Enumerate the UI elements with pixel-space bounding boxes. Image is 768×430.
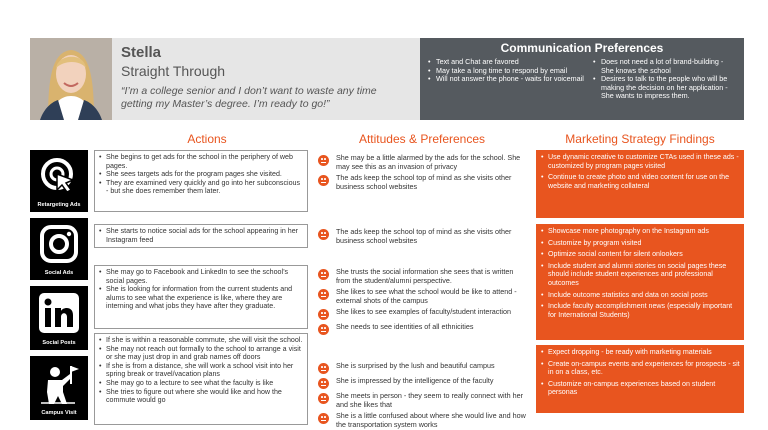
strategy-box-retargeting — [536, 150, 744, 218]
impressed-face-icon — [318, 378, 329, 389]
action-box-retargeting — [94, 150, 308, 212]
concerned-face-icon — [318, 155, 329, 166]
marketing-title: Marketing Strategy Findings — [565, 132, 715, 146]
persona-quote: “I’m a college senior and I don’t want to waste any time getting my Master’s degree. I’m ready to go!” — [121, 85, 377, 110]
action-item: • She begins to get ads for the school in the periphery of web pages. — [98, 153, 304, 170]
action-item: • If she is within a reasonable commute, she will visit the school. — [98, 336, 304, 345]
campus-visit-icon — [37, 362, 81, 406]
retargeting-icon — [39, 156, 79, 196]
linkedin-icon — [38, 292, 80, 334]
action-box-campus-visit — [94, 333, 308, 425]
strategy-item: • Customize by program visited — [540, 239, 740, 248]
instagram-icon — [39, 224, 79, 264]
tile-retargeting-ads — [30, 150, 88, 212]
attitude-text: She is a little confused about where she would live and how the transportation system works — [336, 411, 526, 429]
tile-label: Retargeting Ads — [37, 202, 81, 208]
strategy-item: • Include faculty accomplishment news (especially important for International Students) — [540, 302, 740, 319]
persona-name: Stella — [121, 44, 162, 61]
attitude-text: She likes to see examples of faculty/student interaction — [336, 307, 511, 317]
action-item: • If she is from a distance, she will work a school visit into her spring break or travel/vacation plans — [98, 362, 304, 379]
strategy-box-campus-visit — [536, 345, 744, 413]
persona-panel — [112, 38, 420, 120]
action-box-social-ads — [94, 224, 308, 248]
communication-item: • Does not need a lot of brand-building - She knows the school — [593, 58, 736, 75]
neutral-face-icon — [318, 269, 329, 280]
tile-social-ads — [30, 218, 88, 280]
actions-title: Actions — [187, 132, 227, 146]
attitude-text: She may be a little alarmed by the ads for the school. She may see this as an invasion of privacy — [336, 153, 521, 171]
strategy-item: • Use dynamic creative to customize CTAs used in these ads - customized by program pages visited — [540, 153, 740, 170]
tile-label: Social Ads — [44, 270, 74, 276]
attitudes-social-ads — [318, 228, 526, 248]
strategy-box-social — [536, 224, 744, 340]
avatar — [30, 38, 112, 120]
neutral-face-icon — [318, 324, 329, 335]
tile-label: Campus Visit — [41, 410, 77, 416]
communication-item: • Will not answer the phone - waits for voicemail — [428, 75, 587, 84]
attitude-text: The ads keep the school top of mind as she visits other business school websites — [336, 227, 512, 245]
communication-item: • Text and Chat are favored — [428, 58, 587, 67]
attitudes-title: Attitudes & Preferences — [358, 132, 486, 146]
happy-face-icon — [318, 393, 329, 404]
tile-campus-visit — [30, 356, 88, 420]
neutral-face-icon — [318, 289, 329, 300]
strategy-item: • Optimize social content for silent onlookers — [540, 250, 740, 259]
communication-item: • May take a long time to respond by email — [428, 67, 587, 76]
attitude-text: She needs to see identities of all ethnicities — [336, 322, 474, 332]
action-item: • She may go to Facebook and LinkedIn to see the school’s social pages. — [98, 268, 304, 285]
attitude-text: She likes to see what the school would be like to attend - external shots of the campus — [336, 287, 517, 305]
neutral-face-icon — [318, 309, 329, 320]
strategy-item: • Showcase more photography on the Instagram ads — [540, 227, 740, 236]
strategy-item: • Include student and alumni stories on social pages these should include student experiences and professional outcomes — [540, 262, 740, 288]
action-item: • She tries to figure out where she would like and how the commute would go — [98, 388, 304, 405]
action-item: • She is looking for information from the current students and alums to see what the experience is like, where they are interning and what jobs they have after they graduate. — [98, 285, 304, 311]
strategy-item: • Include outcome statistics and data on social posts — [540, 291, 740, 300]
action-item: • She starts to notice social ads for the school appearing in her Instagram feed — [98, 227, 304, 244]
attitude-text: She is surprised by the lush and beautiful campus — [336, 361, 495, 370]
concerned-face-icon — [318, 229, 329, 240]
happy-face-icon — [318, 363, 329, 374]
communication-preferences — [420, 38, 744, 120]
attitude-text: She meets in person - they seem to really connect with her and she likes that — [336, 391, 523, 409]
action-item: • She sees targets ads for the program pages she visited. — [98, 170, 304, 179]
communication-list-left — [428, 58, 587, 101]
action-item: • She may go to a lecture to see what the faculty is like — [98, 379, 304, 388]
attitude-text: She trusts the social information she sees that is written from the student/alumni perspective. — [336, 268, 514, 285]
confused-face-icon — [318, 413, 329, 424]
action-item: • They are examined very quickly and go into her subconscious - but she does remember them later. — [98, 179, 304, 196]
strategy-item: • Expect dropping - be ready with marketing materials — [540, 348, 740, 357]
tile-label: Social Posts — [42, 340, 76, 346]
concerned-face-icon — [318, 175, 329, 186]
action-box-social-posts — [94, 265, 308, 329]
tile-social-posts — [30, 286, 88, 350]
attitudes-campus-visit — [318, 362, 526, 430]
communication-list-right — [587, 58, 736, 101]
action-item: • She may not reach out formally to the school to arrange a visit or she may just drop in and grab names off doors — [98, 345, 304, 362]
attitudes-retargeting — [318, 154, 526, 194]
strategy-item: • Create on-campus events and experiences for prospects - sit in on a class, etc. — [540, 360, 740, 377]
strategy-item: • Continue to create photo and video content for use on the website and marketing collateral — [540, 173, 740, 190]
attitude-text: The ads keep the school top of mind as she visits other business school websites — [336, 173, 512, 191]
attitudes-social-posts — [318, 268, 526, 342]
attitude-text: She is impressed by the intelligence of the faculty — [336, 376, 494, 385]
communication-item: • Desires to talk to the people who will be making the decision on her application - She wants to impress them. — [593, 75, 736, 101]
strategy-item: • Customize on-campus experiences based on student personas — [540, 380, 740, 397]
communication-title: Communication Preferences — [500, 41, 664, 55]
persona-header — [30, 38, 744, 120]
persona-type: Straight Through — [121, 63, 226, 79]
